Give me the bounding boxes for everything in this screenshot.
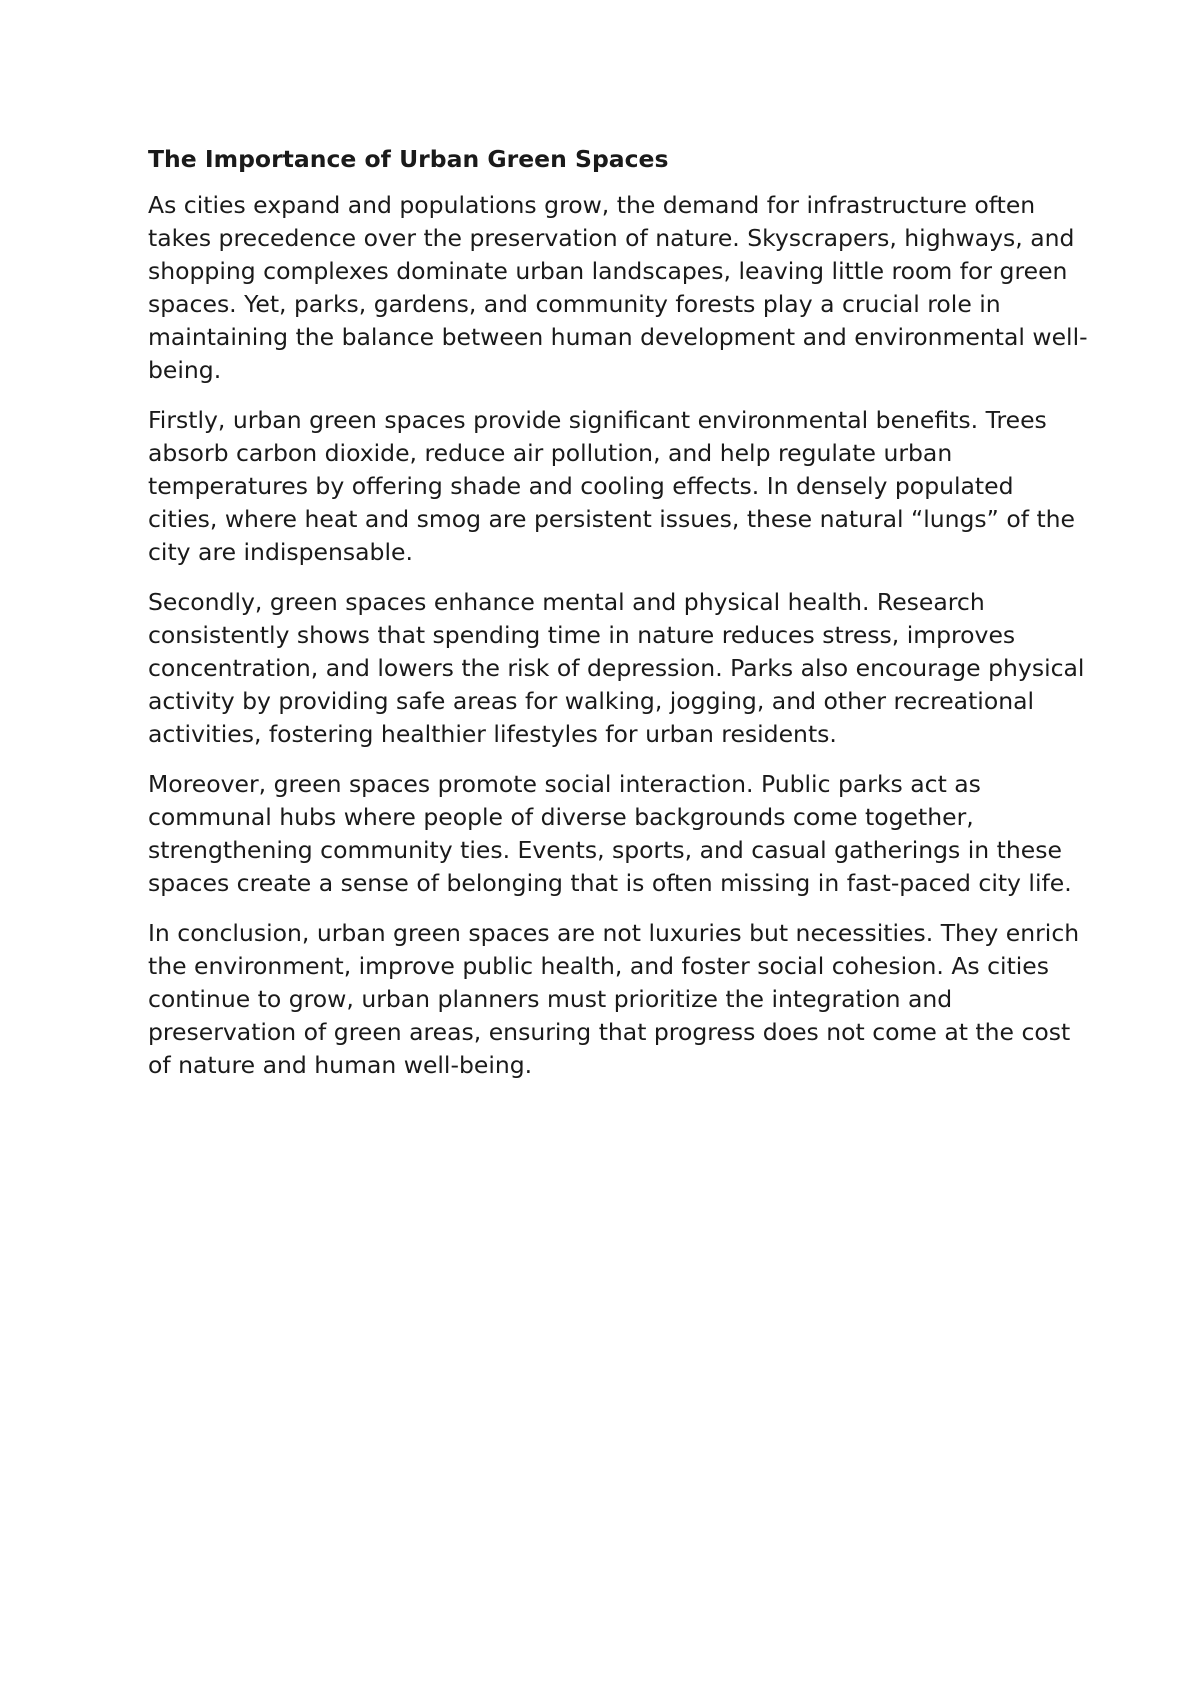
paragraph-social-interaction: Moreover, green spaces promote social interaction. Public parks act as communal hubs where people of diverse backgrounds come together, strengthening community ties. Events, sports, and casual gatherings in these spaces create a sense of belonging that is often missing in fast-paced city life. [148,770,1072,897]
document-body [148,143,1088,1099]
paragraph-conclusion: In conclusion, urban green spaces are not luxuries but necessities. They enrich the environment, improve public health, and foster social cohesion. As cities continue to grow, urban planners must prioritize the integration and preservation of green areas, ensuring that progress does not come at the cost of nature and human well-being. [148,919,1080,1079]
document-title: The Importance of Urban Green Spaces [148,145,669,173]
paragraph-intro: As cities expand and populations grow, the demand for infrastructure often takes precedence over the preservation of nature. Skyscrapers, highways, and shopping complexes dominate urban landscapes, leaving little room for green spaces. Yet, parks, gardens, and community forests play a crucial role in maintaining the balance between human development and environmental well-being. [148,191,1088,384]
paragraph-health-benefits: Secondly, green spaces enhance mental and physical health. Research consistently shows that spending time in nature reduces stress, improves concentration, and lowers the risk of depression. Parks also encourage physical activity by providing safe areas for walking, jogging, and other recreational activities, fostering healthier lifestyles for urban residents. [148,588,1085,748]
paragraph-environmental-benefits: Firstly, urban green spaces provide significant environmental benefits. Trees absorb carbon dioxide, reduce air pollution, and help regulate urban temperatures by offering shade and cooling effects. In densely populated cities, where heat and smog are persistent issues, these natural “lungs” of the city are indispensable. [148,406,1076,566]
